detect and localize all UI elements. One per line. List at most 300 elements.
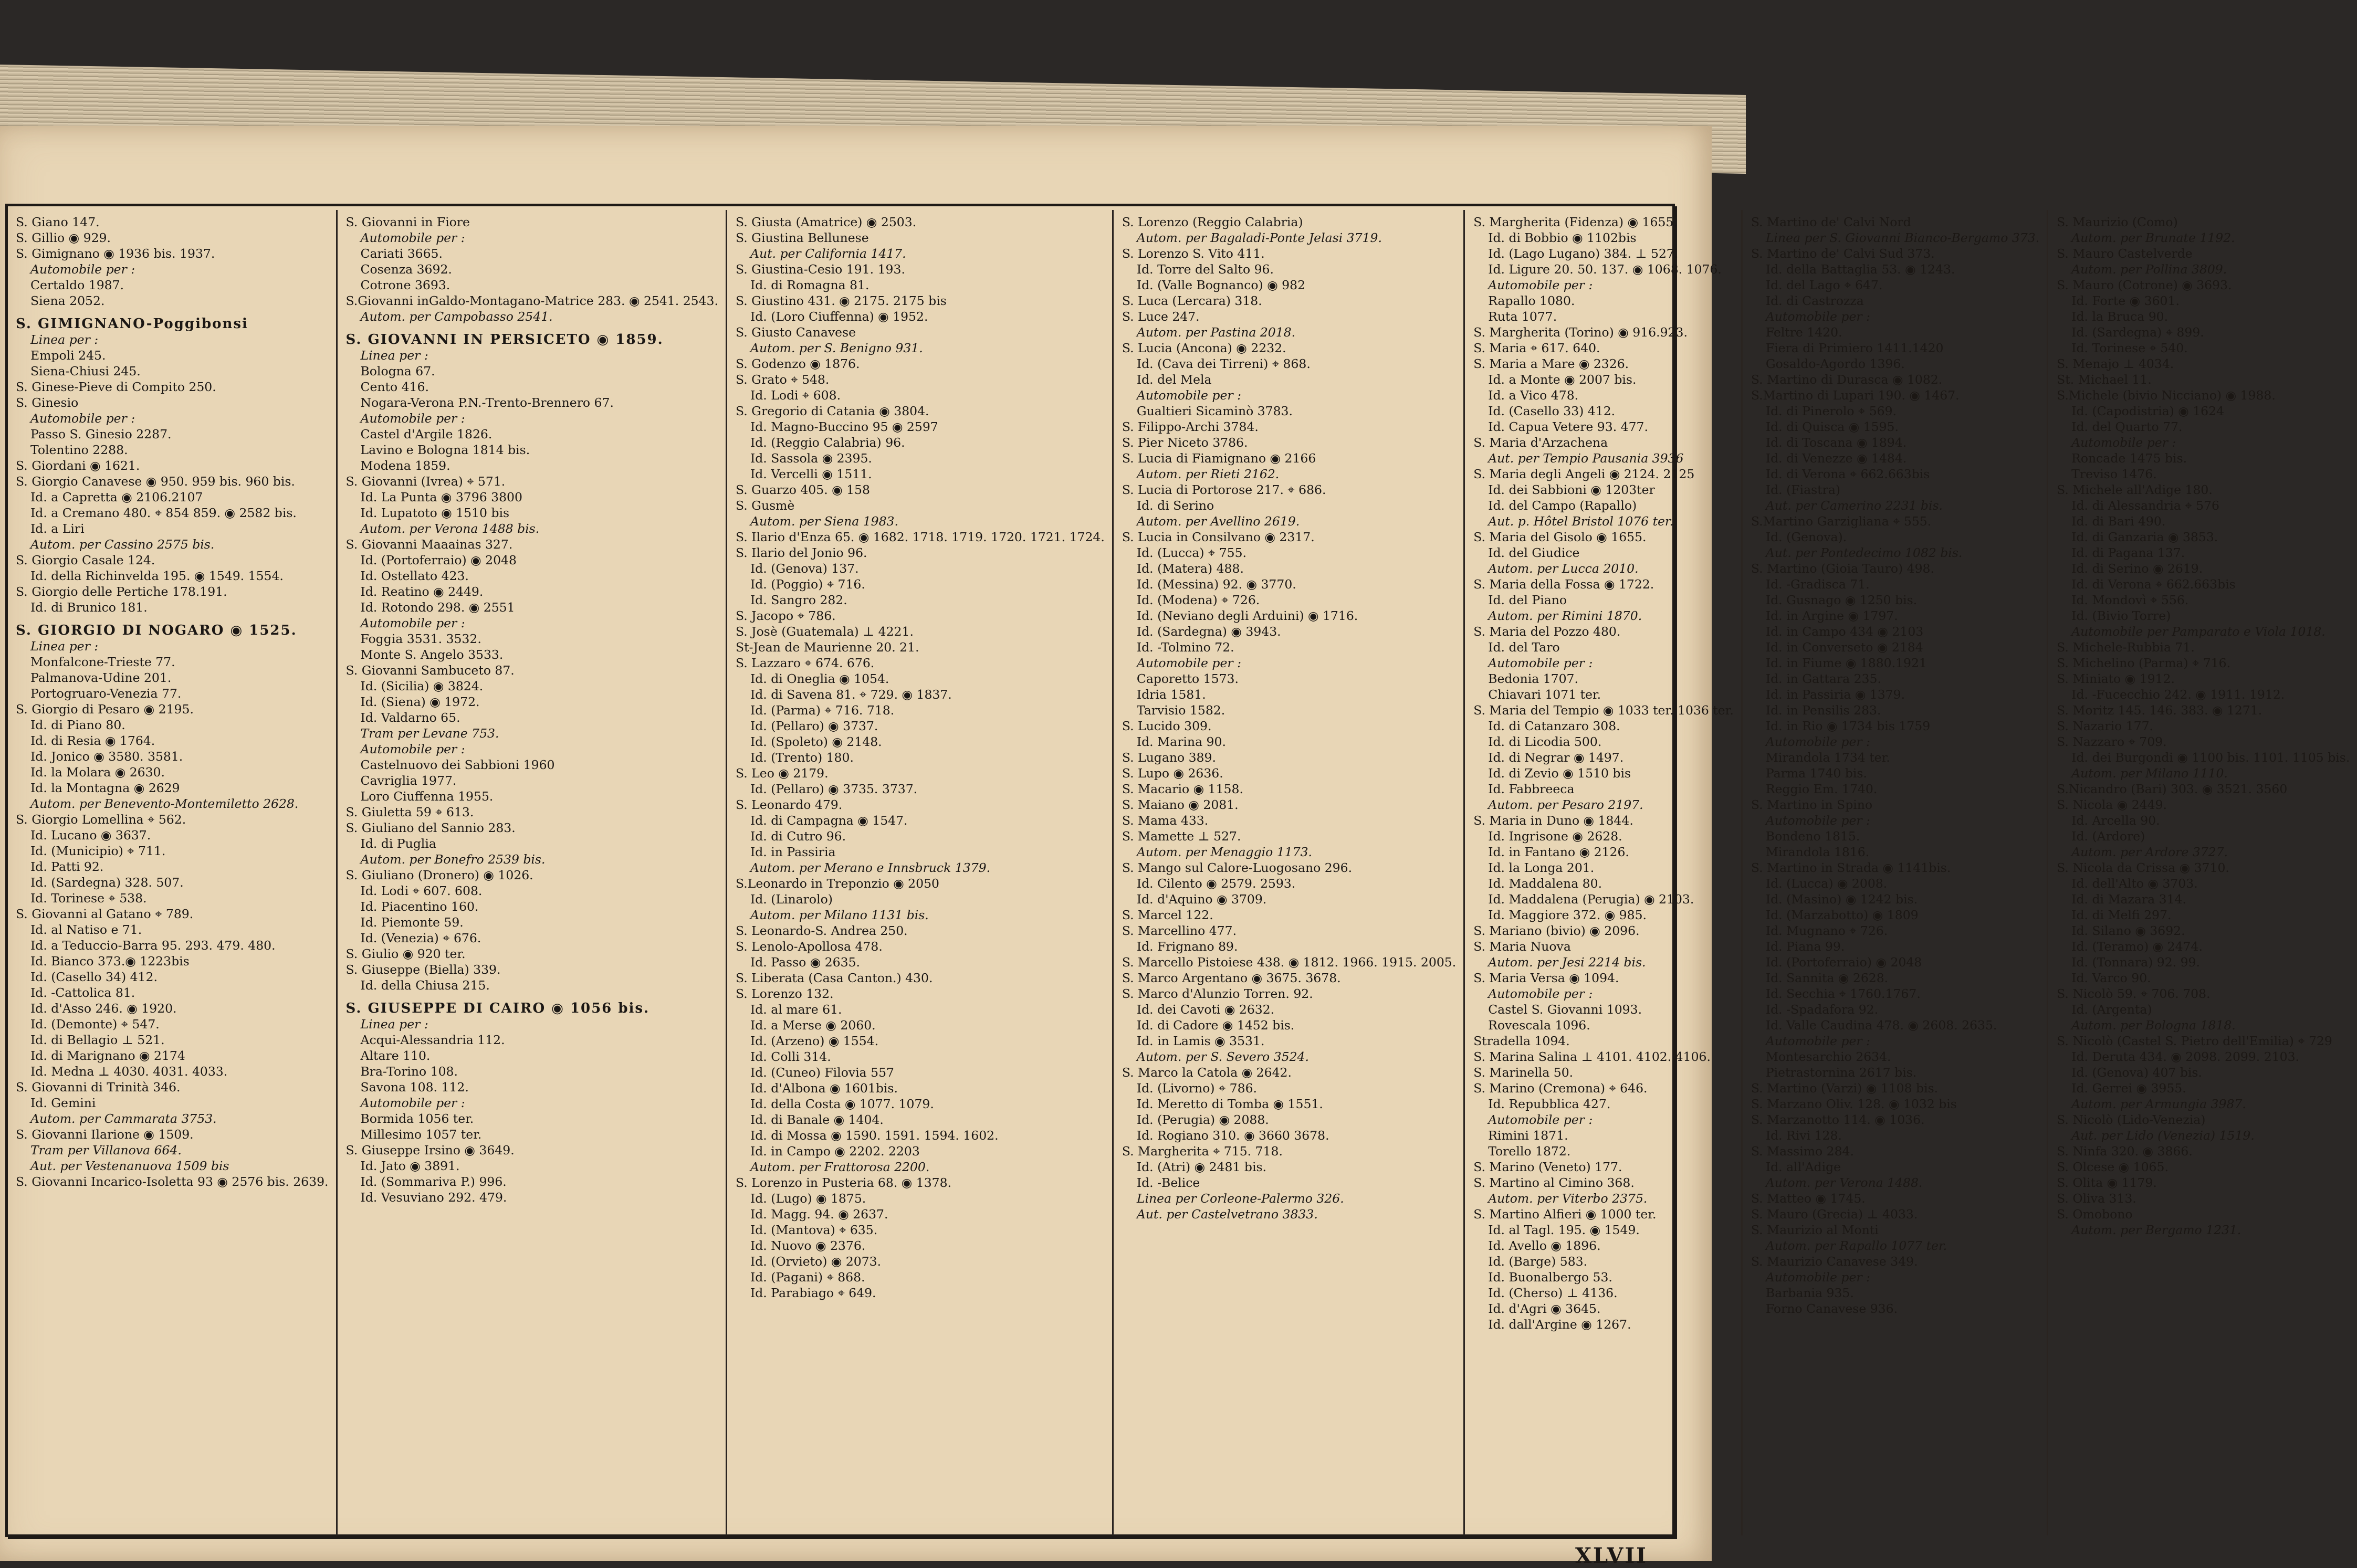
index-entry: Aut. per Castelvetrano 3833.	[1136, 1207, 1318, 1222]
index-entry: Id. in Pensilis 283.	[1765, 703, 1881, 718]
index-entry: Id. Maddalena (Perugia) ◉ 2103.	[1488, 892, 1694, 907]
index-entry: Id. di Quisca ◉ 1595.	[1765, 419, 1899, 434]
index-entry: Id. Bianco 373.◉ 1223bis	[30, 954, 190, 969]
index-entry: Monfalcone-Trieste 77.	[30, 655, 175, 669]
index-entry: S. Gillio ◉ 929.	[16, 230, 111, 245]
index-entry: Id. di Ganzaria ◉ 3853.	[2071, 530, 2218, 544]
index-entry: Id. (Lago Lugano) 384. ⊥ 527.	[1488, 246, 1679, 261]
index-entry: Id. (Trento) 180.	[750, 750, 854, 765]
index-entry: Id. La Punta ◉ 3796 3800	[360, 490, 522, 504]
index-entry: Id. in Passiria	[750, 845, 836, 859]
index-entry: Cotrone 3693.	[360, 278, 451, 292]
index-entry: S. Martino (Gioia Tauro) 498.	[1751, 561, 1934, 576]
index-entry: Id. Frignano 89.	[1136, 939, 1238, 954]
index-entry: Id. a Monte ◉ 2007 bis.	[1488, 372, 1637, 387]
index-entry: Automobile per :	[1765, 734, 1870, 749]
index-entry: S. Marco d'Alunzio Torren. 92.	[1122, 986, 1313, 1001]
index-entry: Id. (Portoferraio) ◉ 2048	[1765, 955, 1922, 970]
index-entry: S. Giuliano (Dronero) ◉ 1026.	[345, 868, 533, 882]
index-entry: Id. di Piano 80.	[30, 718, 125, 732]
index-entry: Automobile per :	[30, 262, 135, 277]
index-entry: Chiavari 1071 ter.	[1488, 687, 1601, 702]
index-entry: Linea per :	[360, 348, 428, 363]
index-entry: Autom. per Verona 1488.	[1765, 1175, 1923, 1190]
index-entry: Id. (Cava dei Tirreni) ⌖ 868.	[1136, 356, 1311, 371]
index-entry: S. Maria degli Angeli ◉ 2124. 2125	[1473, 467, 1695, 481]
index-entry: Id. Medna ⊥ 4030. 4031. 4033.	[30, 1064, 228, 1079]
index-entry: S. Nicola da Crissa ◉ 3710.	[2057, 860, 2229, 875]
index-entry: Aut. per Lido (Venezia) 1519.	[2071, 1128, 2255, 1143]
index-entry: S. Maria ⌖ 617. 640.	[1473, 341, 1600, 355]
index-entry: Id. (Municipio) ⌖ 711.	[30, 844, 166, 858]
index-entry: Autom. per Brunate 1192.	[2071, 230, 2235, 245]
index-entry: S. Lorenzo 132.	[735, 986, 834, 1001]
index-entry: S. Giorgio Lomellina ⌖ 562.	[16, 812, 186, 827]
index-entry: Autom. per Avellino 2619.	[1136, 514, 1300, 529]
index-entry: Id. a Liri	[30, 521, 85, 536]
index-entry: Id. di Toscana ◉ 1894.	[1765, 435, 1907, 450]
index-entry: Automobile per :	[1765, 1270, 1870, 1285]
index-entry: S. Gimignano ◉ 1936 bis. 1937.	[16, 246, 215, 261]
index-entry: S. Marinella 50.	[1473, 1065, 1574, 1080]
index-entry: S. Maurizio Canavese 349.	[1751, 1254, 1918, 1269]
index-entry: Autom. per Verona 1488 bis.	[360, 521, 540, 536]
index-entry: Id. Jato ◉ 3891.	[360, 1159, 460, 1173]
index-entry: S. Luce 247.	[1122, 309, 1200, 324]
index-entry: Passo S. Ginesio 2287.	[30, 427, 172, 441]
index-entry: S. Giustina-Cesio 191. 193.	[735, 262, 905, 277]
index-entry: Autom. per Bergamo 1231.	[2071, 1223, 2241, 1237]
index-entry: Id. (Marzabotto) ◉ 1809	[1765, 908, 1919, 922]
index-entry: Id. di Verona ⌖ 662.663bis	[1765, 467, 1930, 481]
index-entry: S. Giovanni di Trinità 346.	[16, 1080, 181, 1095]
index-entry: Id. del Taro	[1488, 640, 1560, 655]
index-entry: Id. (Poggio) ⌖ 716.	[750, 577, 865, 592]
index-entry: Autom. per Pollina 3809.	[2071, 262, 2227, 277]
index-entry: S. Marcel 122.	[1122, 908, 1213, 922]
index-entry: Id. al mare 61.	[750, 1002, 842, 1017]
index-entry: Siena 2052.	[30, 293, 105, 308]
index-entry: Id. (Siena) ◉ 1972.	[360, 694, 480, 709]
index-entry: Aut. per Vestenanuova 1509 bis	[30, 1159, 229, 1173]
index-entry: S. Marcello Pistoiese 438. ◉ 1812. 1966. 1915. 2005.	[1122, 955, 1457, 970]
index-entry: S. Marino (Cremona) ⌖ 646.	[1473, 1081, 1648, 1096]
index-entry: Id. di Serino ◉ 2619.	[2071, 561, 2203, 576]
index-entry: Id. (Spoleto) ◉ 2148.	[750, 734, 882, 749]
index-entry: Autom. per Bagaladi-Ponte Jelasi 3719.	[1136, 230, 1382, 245]
index-entry: Id. -Gradisca 71.	[1765, 577, 1870, 592]
index-entry: S. Martino Alfieri ◉ 1000 ter.	[1473, 1207, 1657, 1222]
index-entry: Linea per :	[30, 332, 99, 347]
index-entry: Id. della Battaglia 53. ◉ 1243.	[1765, 262, 1955, 277]
index-entry: Bra-Torino 108.	[360, 1064, 458, 1079]
index-entry: Bormida 1056 ter.	[360, 1111, 474, 1126]
index-entry: Automobile per :	[1765, 813, 1870, 828]
index-entry: Automobile per :	[1136, 388, 1241, 403]
index-entry: Autom. per Lucca 2010.	[1488, 561, 1639, 576]
index-entry: S. Nicolò 59. ⌖ 706. 708.	[2057, 986, 2211, 1001]
index-entry: Id. Fabbreeca	[1488, 782, 1575, 796]
index-entry: S. Mama 433.	[1122, 813, 1209, 828]
index-entry: S. Maria della Fossa ◉ 1722.	[1473, 577, 1654, 592]
index-entry: Id. Magno-Buccino 95 ◉ 2597	[750, 419, 938, 434]
index-entry: S. Maria Nuova	[1473, 939, 1571, 954]
index-entry: Id. del Mela	[1136, 372, 1212, 387]
index-entry: Autom. per Benevento-Montemiletto 2628.	[30, 796, 299, 811]
index-entry: Id. Cilento ◉ 2579. 2593.	[1136, 876, 1296, 891]
index-entry: Id. (Valle Bognanco) ◉ 982	[1136, 278, 1306, 292]
index-entry: S. Maurizio (Como)	[2057, 215, 2178, 229]
index-entry: Gualtieri Sicaminò 3783.	[1136, 404, 1293, 418]
index-entry: Id. (Portoferraio) ◉ 2048	[360, 553, 517, 567]
index-entry: Id. di Banale ◉ 1404.	[750, 1112, 884, 1127]
index-entry: Id. Nuovo ◉ 2376.	[750, 1238, 866, 1253]
index-entry: Id. dei Burgondi ◉ 1100 bis. 1101. 1105 bis.	[2071, 750, 2350, 765]
index-entry: Bedonia 1707.	[1488, 671, 1578, 686]
index-entry: Aut. per California 1417.	[750, 246, 906, 261]
index-entry: Id. (Genova).	[1765, 530, 1847, 544]
index-entry: S. Giusto Canavese	[735, 325, 856, 340]
index-entry: S. Martino in Spino	[1751, 797, 1873, 812]
index-entry: Id. Vercelli ◉ 1511.	[750, 467, 872, 481]
index-entry: Automobile per :	[360, 411, 465, 426]
index-entry: Id. Secchia ⌖ 1760.1767.	[1765, 986, 1921, 1001]
index-entry: Cento 416.	[360, 380, 429, 394]
index-entry: S. Marcellino 477.	[1122, 923, 1237, 938]
index-entry: S. Lucia di Fiamignano ◉ 2166	[1122, 451, 1316, 466]
index-entry: Rovescala 1096.	[1488, 1018, 1590, 1033]
index-entry: Autom. per Bologna 1818.	[2071, 1018, 2236, 1033]
index-entry: S. Nazzaro ⌖ 709.	[2057, 734, 2167, 749]
index-entry: Id. al Tagl. 195. ◉ 1549.	[1488, 1223, 1640, 1237]
index-entry: S. Giovanni Maaainas 327.	[345, 537, 513, 552]
index-entry: Id. Valle Caudina 478. ◉ 2608. 2635.	[1765, 1018, 1997, 1033]
index-entry: S. Giorgio Casale 124.	[16, 553, 155, 567]
index-entry: Id. Silano ◉ 3692.	[2071, 923, 2185, 938]
index-entry: Roncade 1475 bis.	[2071, 451, 2187, 466]
index-entry: Id. la Longa 201.	[1488, 860, 1595, 875]
index-entry: Id. dei Sabbioni ◉ 1203ter	[1488, 482, 1655, 497]
index-entry: Id. -Fucecchio 242. ◉ 1911. 1912.	[2071, 687, 2285, 702]
index-entry: S. Pier Niceto 3786.	[1122, 435, 1248, 450]
index-entry: S. Leonardo-S. Andrea 250.	[735, 923, 908, 938]
index-entry: S. Giorgio Canavese ◉ 950. 959 bis. 960 bis.	[16, 474, 295, 489]
index-entry: S. Mariano (bivio) ◉ 2096.	[1473, 923, 1640, 938]
index-entry: Id. (Sommariva P.) 996.	[360, 1174, 507, 1189]
index-entry: Savona 108. 112.	[360, 1080, 469, 1095]
index-entry: Siena-Chiusi 245.	[30, 364, 141, 378]
index-entry: Id. Parabiago ⌖ 649.	[750, 1286, 876, 1300]
index-entry: S. Lucia (Ancona) ◉ 2232.	[1122, 341, 1286, 355]
index-entry: Id. Patti 92.	[30, 859, 104, 874]
index-entry: Id. di Verona ⌖ 662.663bis	[2071, 577, 2236, 592]
index-entry: Empoli 245.	[30, 348, 106, 363]
index-entry: Foggia 3531. 3532.	[360, 632, 481, 646]
index-entry: Castel S. Giovanni 1093.	[1488, 1002, 1642, 1017]
index-entry: Caporetto 1573.	[1136, 671, 1239, 686]
index-entry: S. Mauro (Cotrone) ◉ 3693.	[2057, 278, 2232, 292]
index-entry: Autom. per Siena 1983.	[750, 514, 898, 529]
index-entry: Id. Lupatoto ◉ 1510 bis	[360, 506, 510, 520]
index-column-4	[1112, 210, 1463, 1535]
index-entry: Id. (Capodistria) ◉ 1624	[2071, 404, 2225, 418]
index-entry: S. Gregorio di Catania ◉ 3804.	[735, 404, 929, 418]
index-entry: Aut. per Pontedecimo 1082 bis.	[1765, 545, 1963, 560]
index-column-1	[7, 210, 336, 1535]
index-entry: Autom. per Viterbo 2375.	[1488, 1191, 1648, 1206]
index-entry: S. Oliva 313.	[2057, 1191, 2136, 1206]
index-entry: Autom. per S. Severo 3524.	[1136, 1049, 1309, 1064]
index-entry: Id. d'Asso 246. ◉ 1920.	[30, 1001, 177, 1016]
index-entry: Id. Rogiano 310. ◉ 3660 3678.	[1136, 1128, 1329, 1143]
index-entry: S. Lenolo-Apollosa 478.	[735, 939, 883, 954]
index-entry: S. Giano 147.	[16, 215, 100, 229]
index-entry: S. Maria del Gisolo ◉ 1655.	[1473, 530, 1647, 544]
index-entry: Monte S. Angelo 3533.	[360, 647, 504, 662]
index-entry: Aut. per Tempio Pausania 3936	[1488, 451, 1684, 466]
index-entry: Id. Marina 90.	[1136, 734, 1226, 749]
index-entry: S. Leonardo 479.	[735, 797, 843, 812]
index-entry: S. Marco Argentano ◉ 3675. 3678.	[1122, 971, 1341, 985]
index-entry: Id. (Tonnara) 92. 99.	[2071, 955, 2200, 970]
index-entry: S. GIOVANNI IN PERSICETO ◉ 1859.	[345, 332, 664, 348]
index-entry: Id. di Pinerolo ⌖ 569.	[1765, 404, 1897, 418]
index-entry: Id. la Molara ◉ 2630.	[30, 765, 165, 780]
index-entry: Autom. per Bonefro 2539 bis.	[360, 852, 546, 867]
index-entry: Idria 1581.	[1136, 687, 1206, 702]
index-entry: Automobile per :	[1136, 656, 1241, 670]
index-entry: Bondeno 1815.	[1765, 829, 1860, 844]
index-entry: Id. Passo ◉ 2635.	[750, 955, 861, 970]
index-entry: Id. d'Albona ◉ 1601bis.	[750, 1081, 898, 1096]
index-entry: Forno Canavese 936.	[1765, 1301, 1898, 1316]
index-entry: S. GIORGIO DI NOGARO ◉ 1525.	[16, 623, 297, 638]
index-entry: Id. di Negrar ◉ 1497.	[1488, 750, 1624, 765]
index-entry: Id. Piemonte 59.	[360, 915, 464, 930]
index-entry: Id. in Rio ◉ 1734 bis 1759	[1765, 719, 1931, 733]
index-entry: S.Leonardo in Treponzio ◉ 2050	[735, 876, 939, 891]
index-entry: S. Mauro Castelverde	[2057, 246, 2193, 261]
index-entry: Autom. per Jesi 2214 bis.	[1488, 955, 1646, 970]
index-entry: S. Olita ◉ 1179.	[2057, 1175, 2157, 1190]
index-entry: Id. (Atri) ◉ 2481 bis.	[1136, 1160, 1267, 1174]
index-entry: Stradella 1094.	[1473, 1034, 1570, 1048]
index-entry: Id. a Merse ◉ 2060.	[750, 1018, 876, 1033]
index-entry: S. Lugano 389.	[1122, 750, 1216, 765]
index-entry: Id. di Castrozza	[1765, 293, 1864, 308]
index-entry: Cariati 3665.	[360, 246, 443, 261]
index-entry: S. Massimo 284.	[1751, 1144, 1854, 1159]
index-entry: Certaldo 1987.	[30, 278, 124, 292]
index-entry: Id. (Sardegna) 328. 507.	[30, 875, 184, 890]
index-entry: Id. (Lucca) ◉ 2008.	[1765, 876, 1888, 891]
index-entry: Id. Ligure 20. 50. 137. ◉ 1068. 1076.	[1488, 262, 1722, 277]
index-entry: Castel d'Argile 1826.	[360, 427, 493, 441]
index-entry: Cosenza 3692.	[360, 262, 452, 277]
index-entry: Id. di Romagna 81.	[750, 278, 870, 292]
index-entry: S. Giovanni al Gatano ⌖ 789.	[16, 907, 194, 921]
index-entry: S.Michele (bivio Nicciano) ◉ 1988.	[2057, 388, 2276, 403]
index-entry: S. Gusmè	[735, 498, 795, 513]
index-entry: Autom. per Milano 1131 bis.	[750, 908, 929, 922]
index-entry: Id. (Reggio Calabria) 96.	[750, 435, 905, 450]
index-entry: Id. di Mossa ◉ 1590. 1591. 1594. 1602.	[750, 1128, 999, 1143]
index-entry: S. Giuseppe (Biella) 339.	[345, 962, 501, 977]
index-entry: Loro Ciuffenna 1955.	[360, 789, 494, 804]
index-entry: Mirandola 1816.	[1765, 845, 1870, 859]
index-entry: Id. dall'Argine ◉ 1267.	[1488, 1317, 1631, 1332]
index-entry: Autom. per Ardore 3727.	[2071, 845, 2228, 859]
index-entry: Id. (Livorno) ⌖ 786.	[1136, 1081, 1258, 1096]
index-entry: Id. Rivi 128.	[1765, 1128, 1842, 1143]
index-entry: Id. Capua Vetere 93. 477.	[1488, 419, 1648, 434]
index-entry: Mirandola 1734 ter.	[1765, 750, 1890, 765]
index-entry: S. Matteo ◉ 1745.	[1751, 1191, 1866, 1206]
index-entry: Lavino e Bologna 1814 bis.	[360, 443, 530, 457]
index-entry: S. Martino de' Calvi Nord	[1751, 215, 1911, 229]
index-entry: Id. all'Adige	[1765, 1160, 1841, 1174]
index-entry: S. Maria d'Arzachena	[1473, 435, 1608, 450]
index-entry: Id. in Campo 434 ◉ 2103	[1765, 624, 1924, 639]
index-entry: S. Marco la Catola ◉ 2642.	[1122, 1065, 1292, 1080]
index-entry: Id. -Belice	[1136, 1175, 1200, 1190]
index-entry: St-Jean de Maurienne 20. 21.	[735, 640, 919, 655]
index-entry: Id. di Savena 81. ⌖ 729. ◉ 1837.	[750, 687, 952, 702]
index-entry: Id. (Teramo) ◉ 2474.	[2071, 939, 2203, 954]
index-entry: S. Menajo ⊥ 4034.	[2057, 356, 2174, 371]
index-entry: Id. a Teduccio-Barra 95. 293. 479. 480.	[30, 938, 276, 953]
index-entry: Id. (Matera) 488.	[1136, 561, 1244, 576]
index-entry: Automobile per :	[360, 230, 465, 245]
index-entry: Id. (Cherso) ⊥ 4136.	[1488, 1286, 1618, 1300]
index-entry: Id. Ostellato 423.	[360, 569, 469, 583]
index-entry: Id. Reatino ◉ 2449.	[360, 584, 484, 599]
index-entry: S. Margherita (Fidenza) ◉ 1655.	[1473, 215, 1678, 229]
index-entry: Id. (Pellaro) ◉ 3735. 3737.	[750, 782, 918, 796]
index-entry: Id. Gemini	[30, 1096, 96, 1110]
index-entry: Id. (Linarolo)	[750, 892, 833, 907]
index-entry: S. Marina Salina ⊥ 4101. 4102. 4106.	[1473, 1049, 1711, 1064]
index-entry: Id. di Marignano ◉ 2174	[30, 1048, 185, 1063]
index-entry: S. Marzanotto 114. ◉ 1036.	[1751, 1112, 1925, 1127]
index-entry: Id. in Fantano ◉ 2126.	[1488, 845, 1629, 859]
index-entry: Id. (Sicilia) ◉ 3824.	[360, 679, 484, 693]
index-entry: Id. Torre del Salto 96.	[1136, 262, 1274, 277]
index-entry: Linea per :	[360, 1017, 428, 1032]
index-entry: Id. dei Cavoti ◉ 2632.	[1136, 1002, 1275, 1017]
index-entry: Automobile per :	[360, 1096, 465, 1110]
index-entry: Id. (Pagani) ⌖ 868.	[750, 1270, 865, 1285]
index-entry: Autom. per Pesaro 2197.	[1488, 797, 1643, 812]
index-entry: Id. (Mantova) ⌖ 635.	[750, 1223, 878, 1237]
index-entry: Automobile per :	[1765, 1034, 1870, 1048]
index-entry: Id. di Melfi 297.	[2071, 908, 2172, 922]
index-entry: Id. di Licodia 500.	[1488, 734, 1602, 749]
index-entry: S. Giorgio delle Pertiche 178.191.	[16, 584, 227, 599]
index-entry: Id. Jonico ◉ 3580. 3581.	[30, 749, 183, 764]
index-entry: Id. della Chiusa 215.	[360, 978, 490, 993]
index-entry: S. Maurizio al Monti	[1751, 1223, 1879, 1237]
index-entry: S. Guarzo 405. ◉ 158	[735, 482, 870, 497]
index-entry: Gosaldo-Agordo 1396.	[1765, 356, 1905, 371]
index-entry: S. Lorenzo (Reggio Calabria)	[1122, 215, 1303, 229]
index-entry: Automobile per :	[360, 742, 465, 756]
index-entry: Id. (Lugo) ◉ 1875.	[750, 1191, 866, 1206]
index-entry: S. Ninfa 320. ◉ 3866.	[2057, 1144, 2193, 1159]
index-entry: Id. dell'Alto ◉ 3703.	[2071, 876, 2198, 891]
index-entry: Id. di Oneglia ◉ 1054.	[750, 671, 889, 686]
index-entry: Id. d'Agri ◉ 3645.	[1488, 1301, 1601, 1316]
index-entry: S. Nazario 177.	[2057, 719, 2154, 733]
index-entry: Id. a Vico 478.	[1488, 388, 1579, 403]
index-entry: S. Nicola ◉ 2449.	[2057, 797, 2167, 812]
index-entry: Id. Sangro 282.	[750, 593, 847, 607]
index-column-3	[726, 210, 1112, 1535]
index-entry: Modena 1859.	[360, 458, 451, 473]
index-entry: Autom. per Rapallo 1077 ter.	[1765, 1238, 1947, 1253]
index-entry: S. Giovanni (Ivrea) ⌖ 571.	[345, 474, 506, 489]
index-entry: Id. (Sardegna) ◉ 3943.	[1136, 624, 1281, 639]
index-entry: Id. la Montagna ◉ 2629	[30, 781, 180, 795]
index-entry: S. Giustino 431. ◉ 2175. 2175 bis	[735, 293, 947, 308]
index-entry: Linea per Corleone-Palermo 326.	[1136, 1191, 1344, 1206]
index-entry: S. Michele all'Adige 180.	[2057, 482, 2213, 497]
index-entry: S. Ginese-Pieve di Compito 250.	[16, 380, 216, 394]
index-entry: Id. (Modena) ⌖ 726.	[1136, 593, 1260, 607]
index-entry: S. Margherita ⌖ 715. 718.	[1122, 1144, 1283, 1159]
index-entry: S. Grato ⌖ 548.	[735, 372, 830, 387]
index-entry: S. Mauro (Grecia) ⊥ 4033.	[1751, 1207, 1918, 1222]
index-entry: S. Margherita (Torino) ◉ 916.923.	[1473, 325, 1688, 340]
index-entry: Automobile per Pamparato e Viola 1018.	[2071, 624, 2325, 639]
index-entry: Id. Sassola ◉ 2395.	[750, 451, 872, 466]
index-entry: Id. -Cattolica 81.	[30, 985, 135, 1000]
index-entry: Autom. per Milano 1110.	[2071, 766, 2228, 781]
index-entry: S. Michele-Rubbia 71.	[2057, 640, 2195, 655]
index-entry: S. Maria a Mare ◉ 2326.	[1473, 356, 1629, 371]
index-entry: Id. della Costa ◉ 1077. 1079.	[750, 1097, 934, 1111]
index-entry: Id. (Casello 33) 412.	[1488, 404, 1616, 418]
index-entry: Id. di Catanzaro 308.	[1488, 719, 1620, 733]
index-entry: Feltre 1420.	[1765, 325, 1842, 340]
index-entry: S. Josè (Guatemala) ⊥ 4221.	[735, 624, 914, 639]
index-entry: Id. di Cutro 96.	[750, 829, 846, 844]
index-entry: Id. Mugnano ⌖ 726.	[1765, 923, 1888, 938]
index-entry: Id. di Mazara 314.	[2071, 892, 2186, 907]
index-entry: Castelnuovo dei Sabbioni 1960	[360, 757, 555, 772]
index-entry: Id. Ingrisone ◉ 2628.	[1488, 829, 1622, 844]
index-entry: S. Lucia di Portorose 217. ⌖ 686.	[1122, 482, 1326, 497]
page-number: XLVII	[1575, 1543, 1648, 1568]
index-entry: Id. (Barge) 583.	[1488, 1254, 1588, 1269]
index-entry: Id. Colli 314.	[750, 1049, 831, 1064]
index-entry: Id. Vesuviano 292. 479.	[360, 1190, 507, 1205]
index-entry: Automobile per :	[1765, 309, 1870, 324]
index-entry: S.Nicandro (Bari) 303. ◉ 3521. 3560	[2057, 782, 2288, 796]
index-entry: Id. al Natiso e 71.	[30, 922, 142, 937]
index-entry: Id. Maggiore 372. ◉ 985.	[1488, 908, 1647, 922]
index-entry: Id. Rotondo 298. ◉ 2551	[360, 600, 515, 615]
index-entry: Parma 1740 bis.	[1765, 766, 1867, 781]
index-entry: Portogruaro-Venezia 77.	[30, 686, 182, 701]
index-entry: Id. di Cadore ◉ 1452 bis.	[1136, 1018, 1295, 1033]
index-column-6	[1741, 210, 2047, 1535]
index-entry: Automobile per :	[360, 616, 465, 630]
index-entry: S. Lorenzo in Pusteria 68. ◉ 1378.	[735, 1175, 952, 1190]
index-entry: Rimini 1871.	[1488, 1128, 1568, 1143]
index-entry: S. Mango sul Calore-Luogosano 296.	[1122, 860, 1353, 875]
index-entry: Id. Arcella 90.	[2071, 813, 2160, 828]
